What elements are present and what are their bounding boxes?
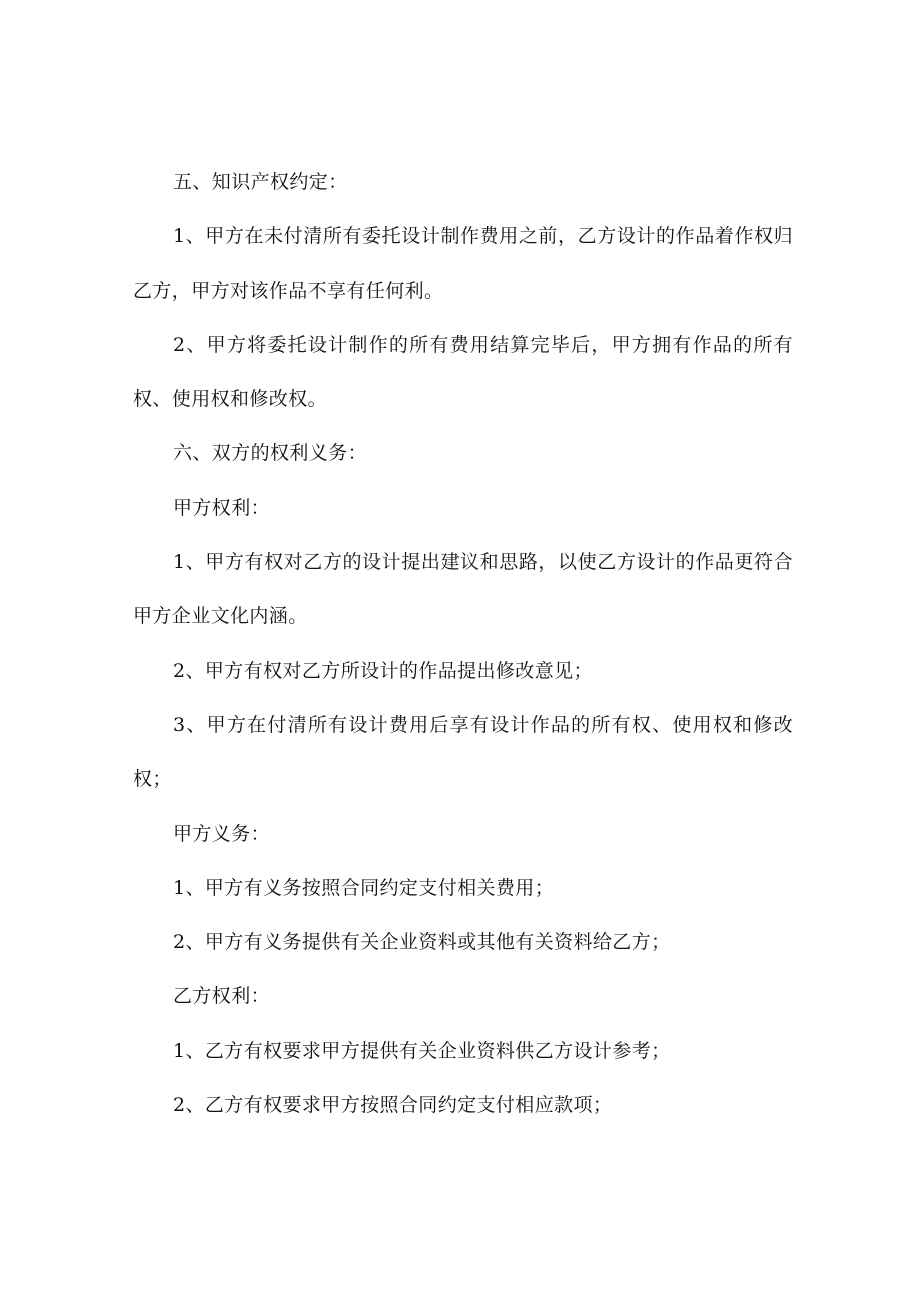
party-a-duty-1: 1、甲方有义务按照合同约定支付相关费用； [173,876,555,899]
party-a-duty-2: 2、甲方有义务提供有关企业资料或其他有关资料给乙方； [173,931,671,954]
subheading-party-a-rights: 甲方权利： [173,496,271,519]
section-heading-rights-duties: 六、双方的权利义务： [173,442,368,465]
party-a-right-3: 3、甲方在付清所有设计费用后享有设计作品的所有权、使用权和修改权； [133,713,793,791]
party-a-right-2: 2、甲方有权对乙方所设计的作品提出修改意见； [173,659,593,682]
party-b-right-1: 1、乙方有权要求甲方提供有关企业资料供乙方设计参考； [173,1039,671,1062]
ip-clause-2: 2、甲方将委托设计制作的所有费用结算完毕后，甲方拥有作品的所有权、使用权和修改权。 [133,333,793,411]
document-body [133,155,793,1132]
subheading-party-a-duties: 甲方义务： [173,822,271,845]
section-heading-ip: 五、知识产权约定： [173,171,348,193]
ip-clause-1: 1、甲方在未付清所有委托设计制作费用之前，乙方设计的作品着作权归乙方，甲方对该作品不享有任何利。 [133,225,793,302]
party-b-right-2: 2、乙方有权要求甲方按照合同约定支付相应款项； [173,1094,613,1117]
subheading-party-b-rights: 乙方权利： [173,985,271,1008]
party-a-right-1: 1、甲方有权对乙方的设计提出建议和思路，以使乙方设计的作品更符合甲方企业文化内涵。 [133,551,793,628]
